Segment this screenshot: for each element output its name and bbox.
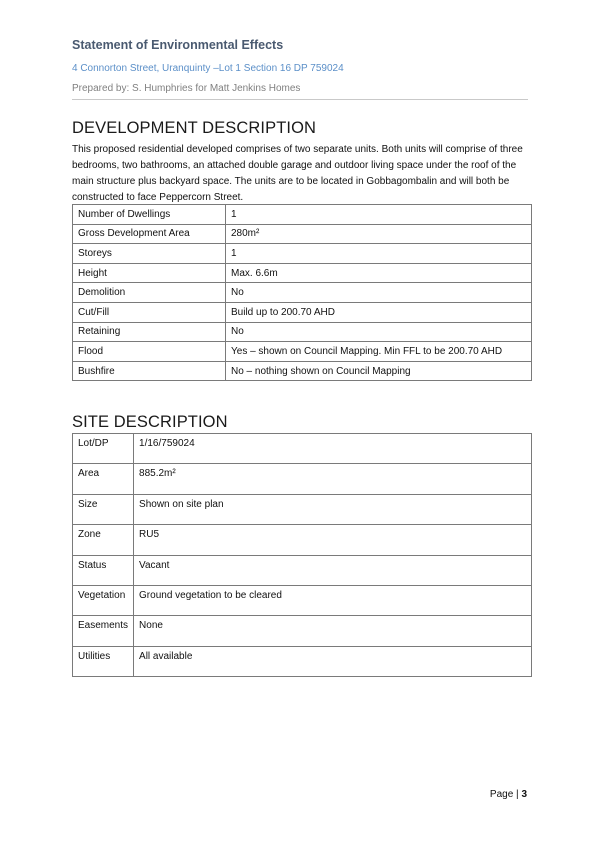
table-row	[73, 322, 532, 342]
row-label: Vegetation	[73, 585, 134, 615]
table-row	[73, 302, 532, 322]
row-value: 1	[226, 244, 532, 264]
row-label: Zone	[73, 525, 134, 555]
table-row	[73, 585, 532, 615]
row-value: None	[134, 616, 532, 646]
row-value: No – nothing shown on Council Mapping	[226, 361, 532, 381]
row-label: Number of Dwellings	[73, 205, 226, 225]
row-value: No	[226, 283, 532, 303]
development-table	[72, 204, 532, 381]
row-value: Vacant	[134, 555, 532, 585]
page-number: 3	[521, 789, 527, 800]
page-label: Page	[489, 789, 514, 800]
table-row	[73, 205, 532, 225]
row-label: Bushfire	[73, 361, 226, 381]
prepared-by: Prepared by: S. Humphries for Matt Jenkins Homes	[72, 83, 301, 94]
table-row	[73, 616, 532, 646]
row-label: Status	[73, 555, 134, 585]
row-label: Area	[73, 464, 134, 494]
row-label: Lot/DP	[73, 434, 134, 464]
row-value: 1	[226, 205, 532, 225]
property-address: 4 Connorton Street, Uranquinty –Lot 1 Section 16 DP 759024	[72, 63, 344, 74]
header-divider	[72, 99, 528, 100]
row-value: No	[226, 322, 532, 342]
table-row	[73, 646, 532, 676]
row-value: All available	[134, 646, 532, 676]
table-row	[73, 525, 532, 555]
page-footer	[490, 789, 527, 800]
development-paragraph: This proposed residential developed comprises of two separate units. Both units will comprise of three bedrooms, two bathrooms, an attached double garage and outdoor living space under the roof of the main structure plus backyard space. The units are to be located in Gobbagombalin and will both be constructed to face Peppercorn Street.	[72, 144, 523, 203]
row-label: Utilities	[73, 646, 134, 676]
row-label: Retaining	[73, 322, 226, 342]
table-row	[73, 224, 532, 244]
row-label: Flood	[73, 342, 226, 362]
table-row	[73, 555, 532, 585]
row-value: 1/16/759024	[134, 434, 532, 464]
table-row	[73, 434, 532, 464]
row-value: Yes – shown on Council Mapping. Min FFL to be 200.70 AHD	[226, 342, 532, 362]
row-label: Storeys	[73, 244, 226, 264]
row-value: Ground vegetation to be cleared	[134, 585, 532, 615]
row-label: Cut/Fill	[73, 302, 226, 322]
table-row	[73, 464, 532, 494]
row-label: Easements	[73, 616, 134, 646]
site-table	[72, 433, 532, 677]
row-value: RU5	[134, 525, 532, 555]
row-value: Shown on site plan	[134, 494, 532, 524]
row-value: Build up to 200.70 AHD	[226, 302, 532, 322]
row-label: Gross Development Area	[73, 224, 226, 244]
row-value: 280m²	[226, 224, 532, 244]
table-row	[73, 342, 532, 362]
table-row	[73, 283, 532, 303]
row-value: 885.2m²	[134, 464, 532, 494]
development-heading: DEVELOPMENT DESCRIPTION	[72, 119, 317, 137]
row-label: Height	[73, 263, 226, 283]
site-heading: SITE DESCRIPTION	[72, 413, 228, 431]
row-label: Demolition	[73, 283, 226, 303]
page-separator: |	[516, 789, 519, 800]
table-row	[73, 494, 532, 524]
table-row	[73, 244, 532, 264]
table-row	[73, 361, 532, 381]
table-row	[73, 263, 532, 283]
document-title: Statement of Environmental Effects	[72, 38, 284, 52]
row-value: Max. 6.6m	[226, 263, 532, 283]
row-label: Size	[73, 494, 134, 524]
